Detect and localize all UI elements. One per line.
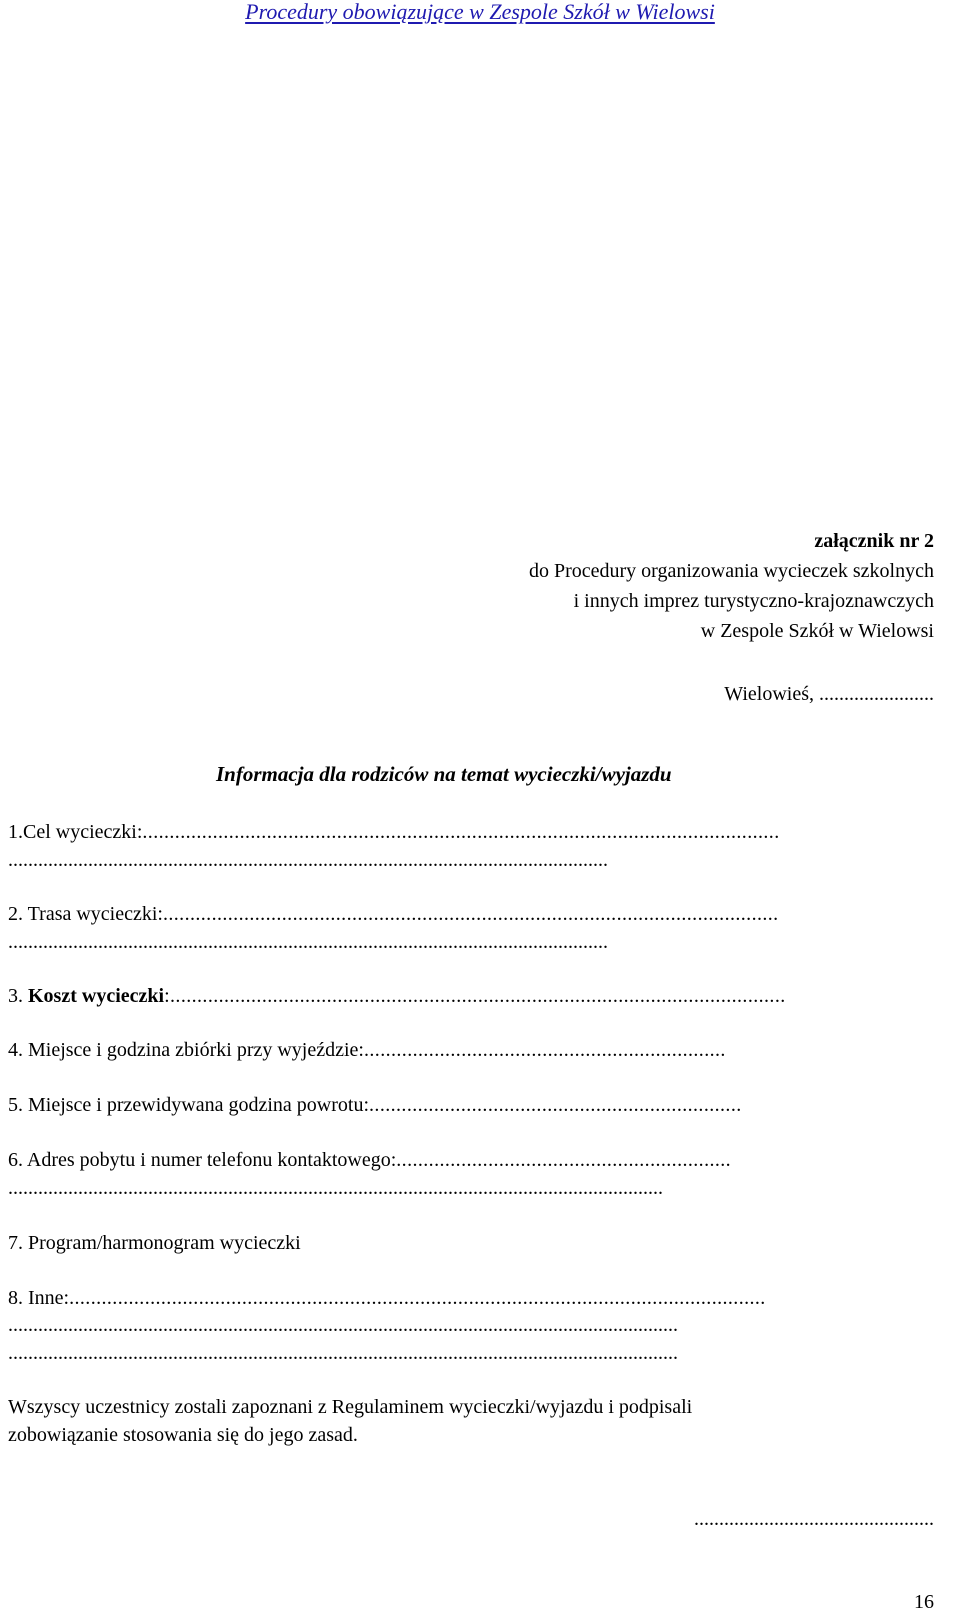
item-8-continuation-2: ...................................................................................................................................... xyxy=(8,1342,678,1364)
item-1-label: 1.Cel wycieczki: xyxy=(8,821,143,843)
item-1-fill: ...................................................................................................................... xyxy=(142,821,780,843)
place-date: Wielowieś, ....................... xyxy=(724,683,934,705)
document-title: Informacja dla rodziców na temat wycieczki/wyjazdu xyxy=(216,762,672,786)
header-title: Procedury obowiązujące w Zespole Szkół w Wielowsi xyxy=(245,0,715,24)
attachment-line-3: w Zespole Szkół w Wielowsi xyxy=(700,620,934,642)
attachment-label: załącznik nr 2 xyxy=(814,530,934,552)
item-7 xyxy=(8,1231,301,1255)
item-2-label: 2. Trasa wycieczki: xyxy=(8,903,163,925)
item-8-label: 8. Inne: xyxy=(8,1287,70,1309)
item-4-fill: ................................................................... xyxy=(364,1039,726,1061)
item-2-continuation: ........................................................................................................................ xyxy=(8,931,608,953)
item-8-continuation-1: ...................................................................................................................................... xyxy=(8,1314,678,1336)
item-1-continuation: ........................................................................................................................ xyxy=(8,849,608,871)
item-3-label: Koszt wycieczki xyxy=(28,985,165,1007)
item-2-fill: .................................................................................................................. xyxy=(162,903,779,925)
item-6 xyxy=(8,1148,731,1172)
item-8-fill: ................................................................................................................................. xyxy=(69,1287,766,1309)
document-header xyxy=(0,0,960,30)
page-number: 16 xyxy=(914,1591,934,1613)
item-7-label: 7. Program/harmonogram wycieczki xyxy=(8,1232,301,1254)
item-6-fill: .............................................................. xyxy=(396,1149,732,1171)
item-2 xyxy=(8,902,779,926)
item-5 xyxy=(8,1093,742,1117)
item-4 xyxy=(8,1038,726,1062)
item-5-fill: ..................................................................... xyxy=(369,1094,742,1116)
statement-line-2: zobowiązanie stosowania się do jego zasad. xyxy=(8,1424,358,1446)
statement-line-1: Wszyscy uczestnicy zostali zapoznani z Regulaminem wycieczki/wyjazdu i podpisali xyxy=(8,1396,693,1418)
item-8 xyxy=(8,1286,766,1310)
item-3 xyxy=(8,984,786,1008)
item-4-label: 4. Miejsce i godzina zbiórki przy wyjeździe: xyxy=(8,1039,364,1061)
signature-line: ................................................ xyxy=(694,1508,934,1530)
item-1 xyxy=(8,820,780,844)
item-6-continuation: ................................................................................................................................... xyxy=(8,1177,663,1199)
attachment-line-1: do Procedury organizowania wycieczek szkolnych xyxy=(528,560,934,582)
attachment-line-2: i innych imprez turystyczno-krajoznawczych xyxy=(573,590,934,612)
attachment-block xyxy=(334,526,934,646)
item-5-label: 5. Miejsce i przewidywana godzina powrotu: xyxy=(8,1094,370,1116)
item-3-number: 3. xyxy=(8,985,28,1007)
item-6-label: 6. Adres pobytu i numer telefonu kontaktowego: xyxy=(8,1149,397,1171)
item-3-fill: :.................................................................................................................. xyxy=(164,985,786,1007)
